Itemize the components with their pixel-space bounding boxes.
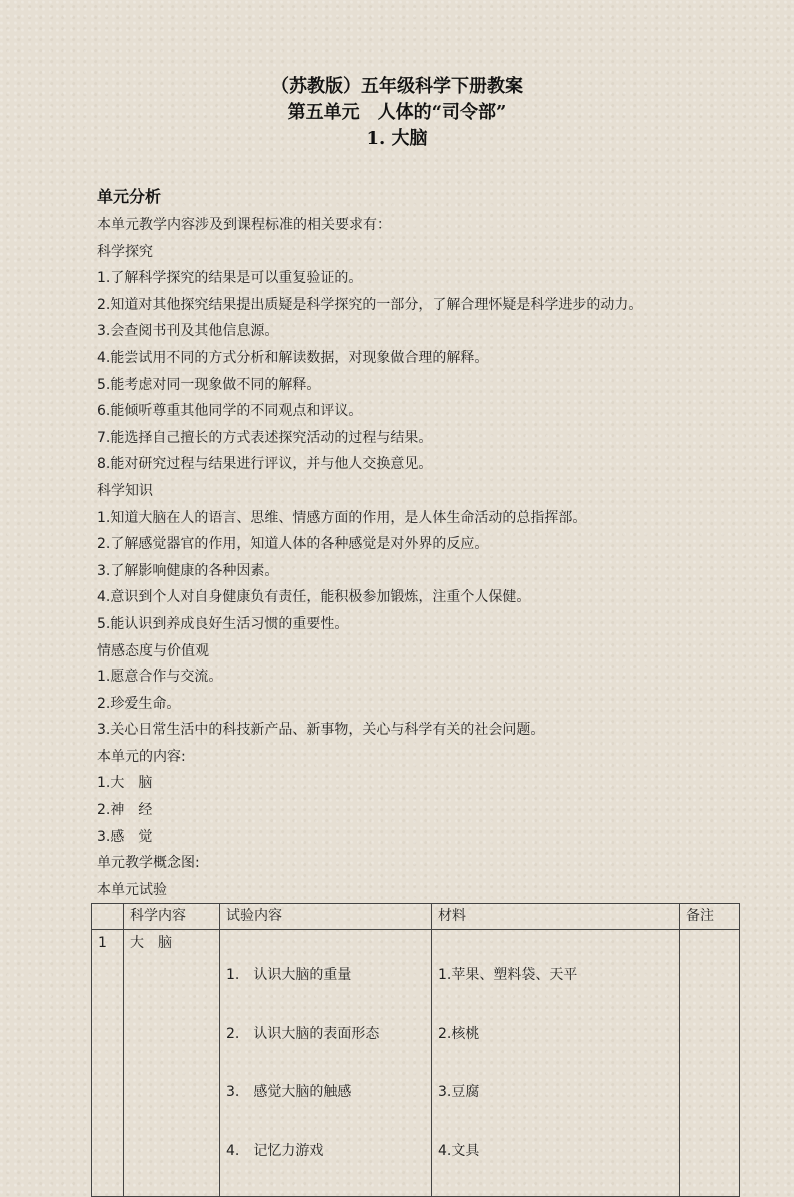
experiment-item: 4. 记忆力游戏 [226,1142,324,1159]
body-line: 6.能倾听尊重其他同学的不同观点和评议。 [97,403,363,420]
remark-cell [680,930,740,1197]
body-line: 2.神 经 [97,802,153,819]
experiments-cell [220,930,432,1197]
body-line: 情感态度与价值观 [97,642,209,659]
materials-cell [432,930,680,1197]
body-line: 本单元的内容: [97,748,186,765]
section-heading: 单元分析 [97,187,162,206]
body-line: 3.关心日常生活中的科技新产品、新事物，关心与科学有关的社会问题。 [97,722,545,739]
material-item: 4.文具 [438,1142,480,1159]
body-line: 5.能认识到养成良好生活习惯的重要性。 [97,615,349,632]
body-line: 2.了解感觉器官的作用，知道人体的各种感觉是对外界的反应。 [97,536,489,553]
body-line: 3.了解影响健康的各种因素。 [97,562,279,579]
remark-text [686,930,733,957]
body-line: 7.能选择自己擅长的方式表述探究活动的过程与结果。 [97,429,433,446]
body-line: 3.会查阅书刊及其他信息源。 [97,323,279,340]
body-line: 8.能对研究过程与结果进行评议，并与他人交换意见。 [97,456,433,473]
body-line: 2.珍爱生命。 [97,695,181,712]
content-text: 大 脑 [130,935,172,951]
title-line-2: 第五单元 人体的“司令部” [287,102,507,123]
experiment-item: 3. 感觉大脑的触感 [226,1084,352,1100]
body-line: 本单元教学内容涉及到课程标准的相关要求有： [97,217,391,233]
section-body [97,212,757,903]
body-line: 4.能尝试用不同的方式分析和解读数据，对现象做合理的解释。 [97,349,489,366]
body-line: 4.意识到个人对自身健康负有责任，能积极参加锻炼，注重个人保健。 [97,589,531,606]
body-line: 1.知道大脑在人的语言、思维、情感方面的作用，是人体生命活动的总指挥部。 [97,509,587,526]
table-header-row [92,904,740,930]
body-line: 3.感 觉 [97,828,153,845]
body-line: 1.了解科学探究的结果是可以重复验证的。 [97,270,363,287]
content-cell [124,930,220,1197]
header-cell [92,904,124,930]
material-item: 3.豆腐 [438,1084,480,1100]
header-cell: 试验内容 [220,904,432,930]
material-item: 2.核桃 [438,1025,480,1042]
header-cell: 材料 [432,904,680,930]
title-line-3: 1. 大脑 [366,128,428,149]
body-line: 5.能考虑对同一现象做不同的解释。 [97,376,321,393]
title-block [0,74,794,152]
experiment-item: 1. 认识大脑的重量 [226,967,352,983]
body-line: 1.大 脑 [97,775,153,792]
experiment-item: 2. 认识大脑的表面形态 [226,1025,380,1042]
body-line: 科学探究 [97,243,153,260]
material-item: 1.苹果、塑料袋、天平 [438,967,578,983]
body-line: 1.愿意合作与交流。 [97,669,223,686]
body-line: 2.知道对其他探究结果提出质疑是科学探究的一部分，了解合理怀疑是科学进步的动力。 [97,296,643,313]
header-cell: 备注 [680,904,740,930]
title-line-1: （苏教版）五年级科学下册教案 [271,76,523,97]
body-line: 科学知识 [97,482,153,499]
body-line: 单元教学概念图: [97,855,200,872]
row-number-cell [92,930,124,1197]
body-line: 本单元试验 [97,881,167,898]
experiment-table [91,903,740,1197]
header-cell: 科学内容 [124,904,220,930]
row-number: 1 [98,935,107,951]
table-row [92,930,740,1197]
